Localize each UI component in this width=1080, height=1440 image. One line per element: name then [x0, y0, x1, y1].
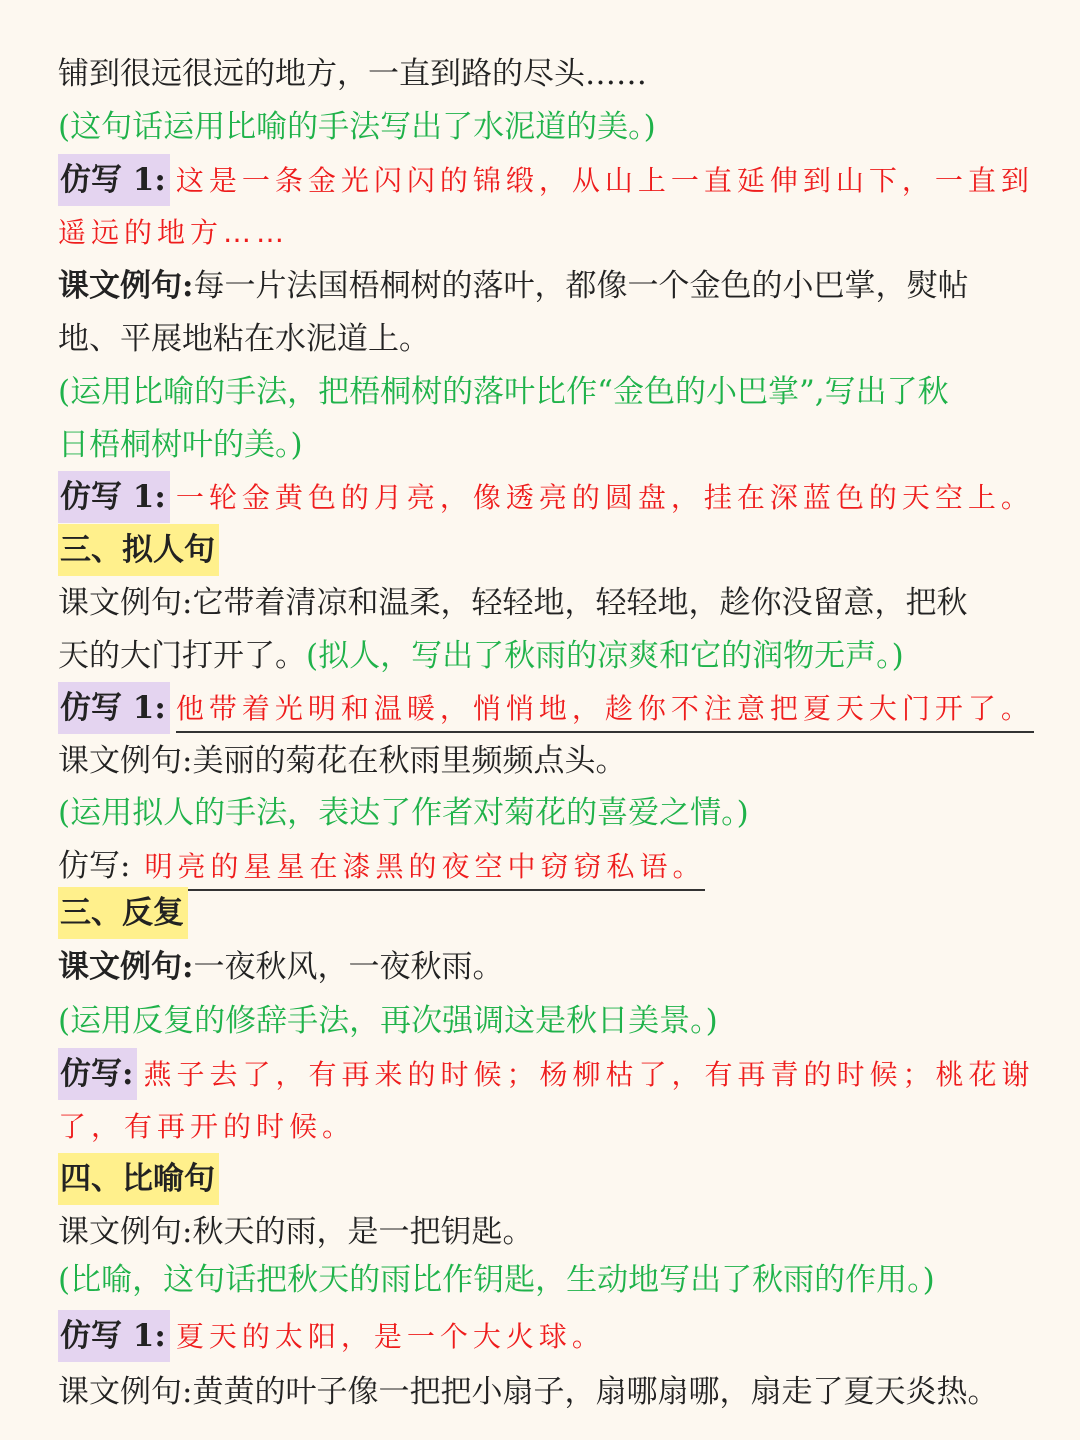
imitation-line [58, 1310, 605, 1362]
analysis-line [58, 995, 718, 1047]
example-text: 每一片法国梧桐树的落叶，都像一个金色的小巴掌，熨帖 [193, 268, 969, 304]
example-text: 它带着清凉和温柔，轻轻地，轻轻地，趁你没留意，把秋 [192, 585, 968, 621]
imitation-text: 他带着光明和温暖，悄悄地，趁你不注意把夏天大门开了。 [176, 687, 1034, 733]
example-label: 课文例句: [58, 1374, 193, 1410]
example-line [58, 1206, 533, 1258]
analysis-line [58, 101, 656, 153]
imitation-line [58, 840, 705, 892]
analysis-line [58, 366, 949, 418]
imitation-line [58, 682, 1034, 734]
imitation-label: 仿写 1: [58, 1310, 170, 1362]
example-text: 一夜秋风，一夜秋雨。 [193, 949, 504, 985]
imitation-line [58, 471, 1034, 523]
imitation-text: 明亮的星星在漆黑的夜空中窃窃私语。 [144, 845, 705, 891]
imitation-label: 仿写 1: [58, 154, 170, 206]
imitation-text: 了，有再开的时候。 [58, 1110, 356, 1143]
example-text: 美丽的菊花在秋雨里频频点头。 [192, 743, 627, 779]
imitation-label: 仿写 1: [58, 471, 170, 523]
example-label: 课文例句: [58, 743, 193, 779]
imitation-line [58, 1048, 1034, 1100]
imitation-label: 仿写: [58, 848, 131, 884]
section-heading-text: 三、拟人句 [58, 524, 219, 576]
analysis-text: (比喻，这句话把秋天的雨比作钥匙，生动地写出了秋雨的作用。) [58, 1262, 935, 1298]
imitation-label: 仿写 1: [58, 682, 170, 734]
imitation-text: 这是一条金光闪闪的锦缎，从山上一直延伸到山下，一直到 [175, 164, 1034, 197]
imitation-text: 燕子去了，有再来的时候；杨柳枯了，有再青的时候；桃花谢 [143, 1058, 1035, 1091]
analysis-text: (拟人，写出了秋雨的凉爽和它的润物无声。) [306, 638, 904, 674]
imitation-continuation [58, 207, 289, 259]
text-line [58, 313, 430, 365]
analysis-text: (这句话运用比喻的手法写出了水泥道的美。) [58, 109, 656, 145]
example-line [58, 941, 503, 993]
example-label: 课文例句: [58, 268, 194, 304]
body-text: 铺到很远很远的地方，一直到路的尽头…… [58, 56, 647, 92]
imitation-continuation [58, 1101, 355, 1153]
analysis-line [58, 419, 303, 471]
section-heading [58, 887, 194, 939]
analysis-text: (运用反复的修辞手法，再次强调这是秋日美景。) [58, 1003, 718, 1039]
example-label: 课文例句: [58, 585, 193, 621]
analysis-line [58, 787, 749, 839]
body-text: 天的大门打开了。 [58, 638, 306, 674]
imitation-text: 一轮金黄色的月亮，像透亮的圆盘，挂在深蓝色的天空上。 [175, 481, 1034, 514]
imitation-text: 夏天的太阳，是一个大火球。 [175, 1320, 605, 1353]
analysis-text: 日梧桐树叶的美。) [58, 427, 303, 463]
example-label: 课文例句: [58, 1214, 193, 1250]
example-line [58, 260, 968, 312]
example-text: 黄黄的叶子像一把把小扇子，扇哪扇哪，扇走了夏天炎热。 [192, 1374, 999, 1410]
imitation-line [58, 154, 1034, 206]
section-heading-text: 三、反复 [58, 887, 188, 939]
imitation-text: 遥远的地方…… [58, 216, 290, 249]
text-line [58, 630, 904, 682]
section-heading [58, 1153, 225, 1205]
section-heading [58, 524, 225, 576]
example-line [58, 735, 626, 787]
example-line [58, 577, 967, 629]
example-label: 课文例句: [58, 949, 194, 985]
text-line [58, 48, 647, 100]
imitation-label: 仿写: [58, 1048, 137, 1100]
analysis-line [58, 1254, 935, 1306]
example-line [58, 1366, 998, 1418]
section-heading-text: 四、比喻句 [58, 1153, 219, 1205]
analysis-text: (运用比喻的手法，把梧桐树的落叶比作“金色的小巴掌”,写出了秋 [58, 374, 949, 410]
example-text: 秋天的雨，是一把钥匙。 [192, 1214, 534, 1250]
analysis-text: (运用拟人的手法，表达了作者对菊花的喜爱之情。) [58, 795, 749, 831]
body-text: 地、平展地粘在水泥道上。 [58, 321, 430, 357]
